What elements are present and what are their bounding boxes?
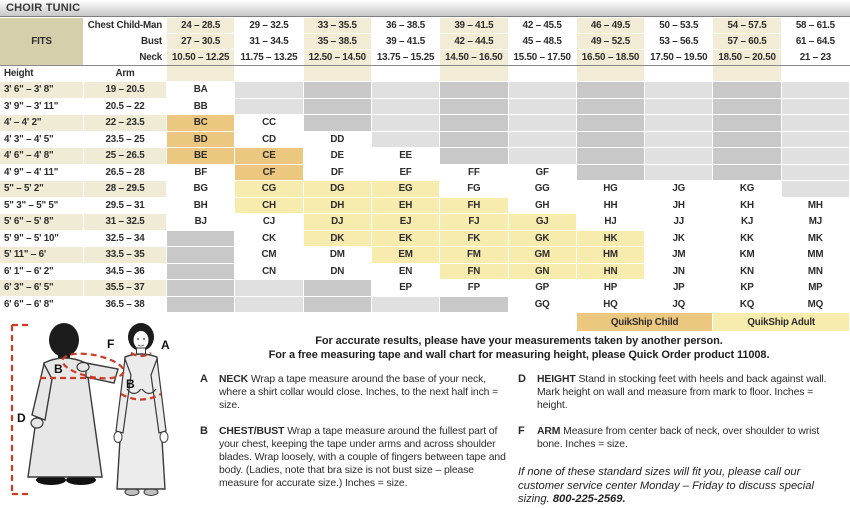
instruction-letter: D <box>518 373 526 385</box>
arm-cell: 22 – 23.5 <box>84 115 166 131</box>
size-code-cell: GH <box>509 198 576 214</box>
size-code-cell: MQ <box>782 297 849 313</box>
size-code-cell: BF <box>167 165 234 181</box>
measure-range-cell: 54 – 57.5 <box>713 18 780 33</box>
size-code-cell: CN <box>235 264 302 280</box>
measure-range-cell: 27 – 30.5 <box>167 34 234 49</box>
height-header: Height <box>0 66 83 81</box>
size-code-cell: JK <box>645 231 712 247</box>
empty-cell <box>645 115 712 131</box>
note-line-1: For accurate results, please have your measurements taken by another person. <box>315 335 723 347</box>
empty-cell <box>235 82 302 98</box>
arm-cell: 31 – 32.5 <box>84 214 166 230</box>
size-code-cell: GF <box>509 165 576 181</box>
measure-range-cell: 21 – 23 <box>782 50 849 65</box>
measure-range-cell: 31 – 34.5 <box>235 34 302 49</box>
size-code-cell: KG <box>713 181 780 197</box>
instruction-keyword: CHEST/BUST <box>219 426 285 437</box>
empty-cell <box>509 132 576 148</box>
measure-range-cell: 50 – 53.5 <box>645 18 712 33</box>
height-cell: 6' 3" – 6' 5" <box>0 280 83 296</box>
instruction-body: Stand in stocking feet with heels and back against wall. Mark height on wall and measure from mark to floor. Inches = height. <box>537 374 827 411</box>
empty-cell <box>372 132 439 148</box>
instruction-text <box>219 425 512 490</box>
size-code-cell: KP <box>713 280 780 296</box>
size-code-cell-quikship-adult: GK <box>509 231 576 247</box>
size-code-cell-quikship-adult: FM <box>440 247 507 263</box>
size-code-cell: KQ <box>713 297 780 313</box>
measure-range-cell: 17.50 – 19.50 <box>645 50 712 65</box>
empty-cell <box>440 148 507 164</box>
size-code-cell-quikship-adult: HM <box>577 247 644 263</box>
empty-cell <box>713 82 780 98</box>
size-code-cell: DF <box>304 165 371 181</box>
measure-range-cell: 57 – 60.5 <box>713 34 780 49</box>
empty-cell <box>235 99 302 115</box>
size-code-cell-quikship-adult: GM <box>509 247 576 263</box>
empty-cell <box>782 165 849 181</box>
height-cell: 3' 6" – 3' 8" <box>0 82 83 98</box>
empty-cell <box>372 297 439 313</box>
instruction-keyword: HEIGHT <box>537 374 576 385</box>
header-spacer-cell <box>782 66 849 81</box>
size-code-cell: BH <box>167 198 234 214</box>
instruction-letter: B <box>200 425 208 437</box>
size-code-cell-quikship-adult: CG <box>235 181 302 197</box>
size-code-cell-quikship-adult: CH <box>235 198 302 214</box>
size-code-cell: JP <box>645 280 712 296</box>
height-cell: 4' 3" – 4' 5" <box>0 132 83 148</box>
measure-row-label: Chest Child-Man <box>84 18 166 33</box>
empty-cell <box>577 132 644 148</box>
size-code-cell: JG <box>645 181 712 197</box>
header-spacer-cell <box>440 66 507 81</box>
size-code-cell: CC <box>235 115 302 131</box>
size-code-cell: FF <box>440 165 507 181</box>
empty-cell <box>167 264 234 280</box>
label-B-front: B <box>126 377 135 391</box>
empty-cell <box>509 148 576 164</box>
header-spacer-cell <box>577 66 644 81</box>
empty-cell <box>713 165 780 181</box>
size-code-cell-quikship-adult: EM <box>372 247 439 263</box>
size-code-cell: CD <box>235 132 302 148</box>
label-B-rear: B <box>54 362 63 376</box>
front-figure <box>114 323 168 496</box>
empty-cell <box>577 99 644 115</box>
size-code-cell: FP <box>440 280 507 296</box>
instruction-text <box>537 425 846 451</box>
empty-cell <box>304 115 371 131</box>
arm-cell: 23.5 – 25 <box>84 132 166 148</box>
height-cell: 5' 6" – 5' 8" <box>0 214 83 230</box>
empty-cell <box>782 148 849 164</box>
size-code-cell-quikship-child: CE <box>235 148 302 164</box>
empty-cell <box>167 297 234 313</box>
size-code-cell: EN <box>372 264 439 280</box>
empty-cell <box>645 99 712 115</box>
size-code-cell-quikship-adult: GN <box>509 264 576 280</box>
instruction-text <box>219 373 512 412</box>
size-code-cell: EP <box>372 280 439 296</box>
size-code-cell: FG <box>440 181 507 197</box>
size-code-cell: BG <box>167 181 234 197</box>
measure-range-cell: 39 – 41.5 <box>440 18 507 33</box>
arm-cell: 36.5 – 38 <box>84 297 166 313</box>
instruction-a <box>200 373 512 412</box>
size-code-cell: MJ <box>782 214 849 230</box>
size-code-cell: JM <box>645 247 712 263</box>
label-A: A <box>161 338 170 352</box>
instruction-body: Wrap a tape measure around the base of your neck, where a shirt collar would close. Inches, to the next half inch = size. <box>219 374 499 411</box>
height-cell: 5' 9" – 5' 10" <box>0 231 83 247</box>
size-code-cell: MM <box>782 247 849 263</box>
quikship-adult-legend: QuikShip Adult <box>713 313 849 331</box>
phone-number: 800-225-2569. <box>552 493 626 505</box>
measure-range-cell: 13.75 – 15.25 <box>372 50 439 65</box>
empty-cell <box>713 99 780 115</box>
arm-cell: 34.5 – 36 <box>84 264 166 280</box>
measure-range-cell: 24 – 28.5 <box>167 18 234 33</box>
instruction-body: Wrap a tape measure around the fullest part of your chest, keeping the tape under arms and across shoulder blades. Wrap loosely, with a couple of fingers between tape and body. (Ladies, note that bra size is not bust size – please measure for accurate size.) Inches = size. <box>219 426 506 489</box>
instruction-b <box>200 425 512 490</box>
empty-cell <box>782 181 849 197</box>
empty-cell <box>235 297 302 313</box>
height-cell: 5' 11" – 6' <box>0 247 83 263</box>
height-cell: 5" 3" – 5" 5" <box>0 198 83 214</box>
size-code-cell: CJ <box>235 214 302 230</box>
measure-range-cell: 11.75 – 13.25 <box>235 50 302 65</box>
special-sizing-note <box>518 466 846 507</box>
header-divider <box>0 65 850 66</box>
empty-cell <box>440 99 507 115</box>
size-code-cell: DN <box>304 264 371 280</box>
size-code-cell: GG <box>509 181 576 197</box>
size-code-cell-quikship-adult: FH <box>440 198 507 214</box>
size-code-cell-quikship-adult: GJ <box>509 214 576 230</box>
empty-cell <box>713 148 780 164</box>
size-code-cell: GP <box>509 280 576 296</box>
height-cell: 4' 9" – 4' 11" <box>0 165 83 181</box>
size-code-cell: MP <box>782 280 849 296</box>
size-code-cell: EE <box>372 148 439 164</box>
special-sizing-text: If none of these standard sizes will fit you, please call our customer service center Monday – Friday to discuss special sizing. <box>518 466 814 505</box>
measure-range-cell: 33 – 35.5 <box>304 18 371 33</box>
size-code-cell: CK <box>235 231 302 247</box>
measurement-notes <box>192 334 846 362</box>
header-spacer-cell <box>167 66 234 81</box>
label-F: F <box>107 337 115 351</box>
empty-cell <box>235 280 302 296</box>
measure-range-cell: 36 – 38.5 <box>372 18 439 33</box>
arm-cell: 20.5 – 22 <box>84 99 166 115</box>
empty-cell <box>577 82 644 98</box>
arm-cell: 19 – 20.5 <box>84 82 166 98</box>
empty-cell <box>372 115 439 131</box>
size-code-cell: HP <box>577 280 644 296</box>
empty-cell <box>782 115 849 131</box>
empty-cell <box>577 115 644 131</box>
instruction-text <box>537 373 846 412</box>
empty-cell <box>645 132 712 148</box>
size-code-cell: BJ <box>167 214 234 230</box>
rear-figure <box>28 323 118 485</box>
empty-cell <box>509 82 576 98</box>
instruction-d <box>518 373 846 412</box>
empty-cell <box>577 165 644 181</box>
size-code-cell-quikship-adult: EH <box>372 198 439 214</box>
instruction-keyword: ARM <box>537 426 561 437</box>
measure-range-cell: 39 – 41.5 <box>372 34 439 49</box>
arm-cell: 29.5 – 31 <box>84 198 166 214</box>
size-code-cell: JQ <box>645 297 712 313</box>
measure-range-cell: 12.50 – 14.50 <box>304 50 371 65</box>
size-code-cell-quikship-adult: DJ <box>304 214 371 230</box>
instruction-letter: A <box>200 373 208 385</box>
size-code-cell: BA <box>167 82 234 98</box>
note-line-2: For a free measuring tape and wall chart for measuring height, please Quick Order product 11008. <box>268 349 770 361</box>
size-code-cell-quikship-child: CF <box>235 165 302 181</box>
empty-cell <box>645 165 712 181</box>
empty-cell <box>372 82 439 98</box>
empty-cell <box>167 231 234 247</box>
empty-cell <box>167 280 234 296</box>
measure-range-cell: 29 – 32.5 <box>235 18 302 33</box>
measurement-figure-illustration <box>4 319 196 508</box>
empty-cell <box>782 82 849 98</box>
measure-range-cell: 14.50 – 16.50 <box>440 50 507 65</box>
instruction-keyword: NECK <box>219 374 249 385</box>
size-code-cell: DD <box>304 132 371 148</box>
header-spacer-cell <box>645 66 712 81</box>
size-code-cell-quikship-adult: EK <box>372 231 439 247</box>
header-spacer-cell <box>509 66 576 81</box>
size-code-cell: JJ <box>645 214 712 230</box>
header-spacer-cell <box>713 66 780 81</box>
measure-range-cell: 15.50 – 17.50 <box>509 50 576 65</box>
measure-range-cell: 61 – 64.5 <box>782 34 849 49</box>
empty-cell <box>304 297 371 313</box>
empty-cell <box>782 99 849 115</box>
size-code-cell: MN <box>782 264 849 280</box>
size-code-cell: KJ <box>713 214 780 230</box>
size-code-cell: HH <box>577 198 644 214</box>
size-code-cell: DM <box>304 247 371 263</box>
empty-cell <box>372 99 439 115</box>
empty-cell <box>509 99 576 115</box>
arm-cell: 32.5 – 34 <box>84 231 166 247</box>
size-code-cell: JH <box>645 198 712 214</box>
empty-cell <box>440 82 507 98</box>
measure-range-cell: 49 – 52.5 <box>577 34 644 49</box>
size-code-cell-quikship-adult: EJ <box>372 214 439 230</box>
size-code-cell-quikship-adult: DG <box>304 181 371 197</box>
header-spacer-cell <box>235 66 302 81</box>
instruction-f <box>518 425 846 451</box>
height-cell: 4' – 4' 2" <box>0 115 83 131</box>
size-code-cell: KK <box>713 231 780 247</box>
size-code-cell: CM <box>235 247 302 263</box>
measure-row-label: Neck <box>84 50 166 65</box>
size-code-cell-quikship-adult: HN <box>577 264 644 280</box>
size-code-cell-quikship-adult: HK <box>577 231 644 247</box>
height-cell: 4' 6" – 4' 8" <box>0 148 83 164</box>
empty-cell <box>304 82 371 98</box>
arm-cell: 33.5 – 35 <box>84 247 166 263</box>
measure-range-cell: 35 – 38.5 <box>304 34 371 49</box>
arm-cell: 35.5 – 37 <box>84 280 166 296</box>
size-code-cell: KH <box>713 198 780 214</box>
measure-range-cell: 46 – 49.5 <box>577 18 644 33</box>
empty-cell <box>645 82 712 98</box>
header-spacer-cell <box>372 66 439 81</box>
height-cell: 6' 6" – 6' 8" <box>0 297 83 313</box>
height-cell: 6' 1" – 6' 2" <box>0 264 83 280</box>
instructions-left-column <box>200 373 512 490</box>
size-code-cell-quikship-adult: FN <box>440 264 507 280</box>
size-code-cell-quikship-child: BD <box>167 132 234 148</box>
size-code-cell: KN <box>713 264 780 280</box>
empty-cell <box>440 132 507 148</box>
measure-range-cell: 53 – 56.5 <box>645 34 712 49</box>
arm-cell: 26.5 – 28 <box>84 165 166 181</box>
measure-range-cell: 42 – 45.5 <box>509 18 576 33</box>
measure-range-cell: 45 – 48.5 <box>509 34 576 49</box>
measure-range-cell: 58 – 61.5 <box>782 18 849 33</box>
empty-cell <box>509 115 576 131</box>
height-cell: 3' 9" – 3' 11" <box>0 99 83 115</box>
size-code-cell-quikship-adult: FK <box>440 231 507 247</box>
size-code-cell: HQ <box>577 297 644 313</box>
empty-cell <box>440 115 507 131</box>
arm-cell: 25 – 26.5 <box>84 148 166 164</box>
empty-cell <box>782 132 849 148</box>
page-title: CHOIR TUNIC <box>0 0 850 17</box>
size-code-cell: HJ <box>577 214 644 230</box>
empty-cell <box>167 247 234 263</box>
size-code-cell-quikship-child: BE <box>167 148 234 164</box>
size-code-cell-quikship-adult: DK <box>304 231 371 247</box>
measure-range-cell: 18.50 – 20.50 <box>713 50 780 65</box>
instructions-right-column <box>518 373 846 507</box>
height-cell: 5" – 5' 2" <box>0 181 83 197</box>
empty-cell <box>713 132 780 148</box>
arm-cell: 28 – 29.5 <box>84 181 166 197</box>
empty-cell <box>304 99 371 115</box>
arm-header: Arm <box>84 66 166 81</box>
empty-cell <box>713 115 780 131</box>
size-code-cell-quikship-child: BC <box>167 115 234 131</box>
size-code-cell: DE <box>304 148 371 164</box>
measure-range-cell: 10.50 – 12.25 <box>167 50 234 65</box>
fits-cell: FITS <box>0 18 83 65</box>
size-code-cell-quikship-adult: DH <box>304 198 371 214</box>
quikship-child-legend: QuikShip Child <box>577 313 713 331</box>
measure-range-cell: 16.50 – 18.50 <box>577 50 644 65</box>
size-code-cell: EF <box>372 165 439 181</box>
instruction-body: Measure from center back of neck, over shoulder to wrist bone. Inches = size. <box>537 426 820 450</box>
empty-cell <box>440 297 507 313</box>
size-code-cell: HG <box>577 181 644 197</box>
empty-cell <box>304 280 371 296</box>
empty-cell <box>577 148 644 164</box>
instruction-letter: F <box>518 425 525 437</box>
size-code-cell: JN <box>645 264 712 280</box>
empty-cell <box>645 148 712 164</box>
measure-row-label: Bust <box>84 34 166 49</box>
size-code-cell: MK <box>782 231 849 247</box>
size-code-cell: MH <box>782 198 849 214</box>
measure-range-cell: 42 – 44.5 <box>440 34 507 49</box>
size-code-cell-quikship-adult: EG <box>372 181 439 197</box>
label-D: D <box>17 411 26 425</box>
header-spacer-cell <box>304 66 371 81</box>
size-code-cell: KM <box>713 247 780 263</box>
size-code-cell-quikship-adult: FJ <box>440 214 507 230</box>
size-code-cell: GQ <box>509 297 576 313</box>
size-code-cell: BB <box>167 99 234 115</box>
